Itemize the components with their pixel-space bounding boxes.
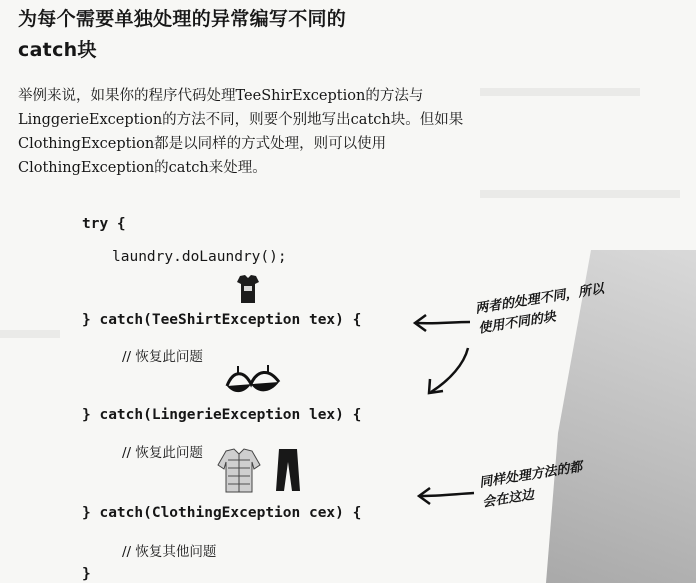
code-try: try { — [82, 216, 126, 232]
comment-recover-2: // 恢复此问题 — [122, 445, 203, 461]
bra-icon — [224, 362, 282, 398]
catch-teeshirt: } catch(TeeShirtException tex) { — [82, 312, 362, 328]
catch-clothing: } catch(ClothingException cex) { — [82, 505, 362, 521]
heading-line-1: 为每个需要单独处理的异常编写不同的 — [18, 8, 347, 30]
annotation-2-line-1: 同样处理方法的都 — [478, 459, 584, 491]
arrow-icon — [412, 312, 472, 334]
bleed-through — [480, 190, 680, 198]
annotation-1-line-2: 使用不同的块 — [477, 309, 557, 337]
annotation-1-line-1: 两者的处理不同，所以 — [474, 281, 606, 317]
arrow-icon — [424, 346, 476, 398]
intro-paragraph: 举例来说，如果你的程序代码处理TeeShirException的方法与LinggerieException的方法不同，则要个别地写出catch块。但如果ClothingException都是以同样的方式处理，则可以使用ClothingException的catch来处理。 — [18, 88, 464, 176]
arrow-icon — [416, 484, 476, 506]
comment-recover-1: // 恢复此问题 — [122, 349, 203, 365]
code-call: laundry.doLaundry(); — [112, 249, 287, 265]
tshirt-icon — [236, 274, 260, 304]
bleed-through — [480, 88, 640, 96]
heading-line-2: catch块 — [18, 39, 97, 61]
section-heading — [18, 4, 478, 66]
annotation-2-line-2: 会在这边 — [481, 487, 536, 511]
code-close: } — [82, 566, 91, 582]
bleed-through — [0, 330, 60, 338]
catch-lingerie: } catch(LingerieException lex) { — [82, 407, 362, 423]
pants-icon — [274, 448, 302, 492]
comment-recover-3: // 恢复其他问题 — [122, 544, 217, 560]
jacket-icon — [216, 448, 262, 494]
